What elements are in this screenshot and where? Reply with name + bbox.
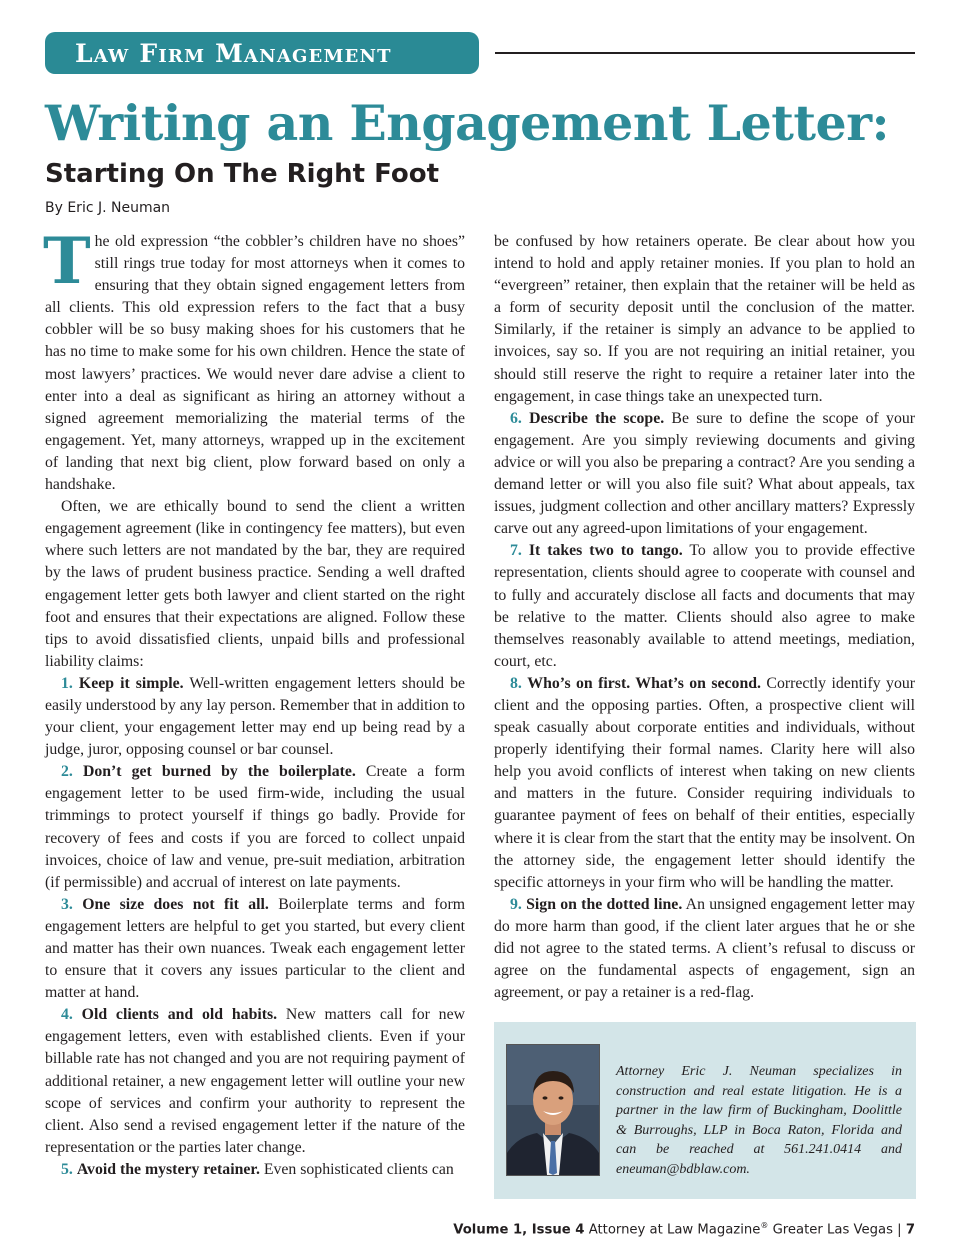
tip-text: To allow you to provide effective representation, clients should agree to cooperate with counsel and to fully and accurately disclose all facts and documents that may be relative to the matter. Clients should also agree to make themselves reasonably available to attend meetings, mediation, court, etc. [494, 542, 916, 670]
tip-number: 5. [61, 1160, 73, 1178]
tip-heading: It takes two to tango. [528, 542, 683, 560]
tip-heading: Keep it simple. [78, 674, 184, 692]
tip-2 [45, 761, 465, 894]
tip-heading: One size does not fit all. [82, 895, 269, 913]
page-footer [453, 1221, 915, 1237]
tip-number: 7. [510, 542, 522, 560]
tip-heading: Describe the scope. [529, 409, 665, 427]
tip-heading: Avoid the mystery retainer. [76, 1160, 260, 1178]
tip-number: 6. [510, 409, 522, 427]
intro-paragraph [43, 224, 465, 496]
tip-heading: Who’s on first. What’s on second. [527, 674, 761, 692]
tip-8 [494, 673, 915, 894]
article-subtitle: Starting On The Right Foot [45, 159, 440, 189]
tip-text: Correctly identify your client and the opposing parties. Often, a prospective client will speak casually about corporate entities and individuals, without properly identifying their formal names. Clarity here will also help you avoid conflicts of interest when taking on new clients and matters in the future. Consider requiring individuals to guarantee payment of fees on behalf of their entities, especially where it is clear from the start that the entity may be insolvent. On the attorney side, the engagement letter should identify the specific attorneys in your firm who will be handling the matter. [494, 674, 915, 891]
tip-number: 3. [61, 895, 73, 913]
edition-name: Greater Las Vegas [772, 1222, 893, 1238]
page-number: 7 [905, 1222, 915, 1238]
tip-text: Even sophisticated clients can [263, 1160, 454, 1178]
author-portrait-icon [507, 1045, 599, 1175]
tip-number: 8. [510, 674, 522, 692]
header-rule [495, 52, 915, 54]
drop-cap: T [43, 224, 91, 299]
tip-text: An unsigned engagement letter may do more harm than good, if the client later argues that he or she did not agree to the stated terms. A client’s refusal to discuss or agree on the fundamental aspects of engagement, sign an agreement, or pay a retainer is a red-flag. [494, 895, 916, 1002]
tip-9 [494, 894, 915, 1004]
tip-text: New matters call for new engagement letters, even with established clients. Even if your billable rate has not changed and you are not requiring payment of additional retainer, a new engagement letter will outline your new scope of services and confirm your authority to represent the client. Also send a revised engagement letter if the nature of the representation or the parties later change. [45, 1006, 465, 1156]
intro-text: he old expression “the cobbler’s children have no shoes” still rings true today for most attorneys when it comes to ensuring that they obtain signed engagement letters from all clients. This old expression refers to the fact that a busy cobbler will be so busy making shoes for his customers that he has no time to make some for his own children. Hence the state of most lawyers’ practices. We would never dare advise a client to enter into a deal as significant as hiring an attorney without a signed agreement memorializing the material terms of the engagement. Yet, many attorneys, wrapped up in the excitement of landing that next big client, plow forward based on only a handshake. [45, 233, 465, 494]
footer-separator: | [897, 1222, 902, 1238]
author-bio-box [494, 1022, 916, 1199]
registered-mark: ® [760, 1221, 769, 1230]
tip-number: 2. [61, 763, 73, 781]
tip-number: 4. [61, 1006, 73, 1024]
tip-heading: Old clients and old habits. [81, 1006, 278, 1024]
tip-number: 9. [510, 895, 522, 913]
tip-number: 1. [61, 674, 73, 692]
tip-7 [494, 540, 915, 673]
tip-1 [45, 673, 465, 761]
tip-4 [45, 1004, 465, 1159]
article-title: Writing an Engagement Letter: [45, 94, 890, 152]
section-tab [45, 32, 479, 74]
author-photo [506, 1044, 600, 1176]
tip-3 [45, 894, 465, 1004]
tip-5 [45, 1159, 465, 1181]
tip-6 [494, 408, 915, 541]
byline: By Eric J. Neuman [45, 200, 171, 216]
section-label: Law Firm Management [75, 39, 392, 68]
tip-text: Boilerplate terms and form engagement letters are helpful to get you started, but every client and matter has their own nuances. Tweak each engagement letter to ensure that it covers any issues particular to the client and matter at hand. [45, 895, 466, 1002]
issue-label: Volume 1, Issue 4 [453, 1222, 585, 1238]
author-bio-text: Attorney Eric J. Neuman specializes in construction and real estate litigation. He is a partner in the law firm of Buckingham, Doolittle & Burroughs, LLP in Boca Raton, Florida and can be reached at 561.241.0414 and eneuman@bdblaw.com. [616, 1064, 902, 1177]
tip-text: Create a form engagement letter to be used firm-wide, including the usual trimmings to protect yourself if things go badly. Provide for recovery of fees and costs if you are forced to collect unpaid invoices, choice of law and venue, pre-suit mediation, arbitration (if permissible) and accrual of interest on late payments. [45, 763, 466, 891]
right-column [494, 231, 915, 1004]
tip-5-continued: be confused by how retainers operate. Be clear about how you intend to hold and apply retainer monies. If you plan to hold an “evergreen” retainer, then explain that the retainer will be held as a form of security deposit until the conclusion of the matter. Similarly, if the retainer is simply an advance to be applied to invoices, say so. If you are not requiring an initial retainer, you should still reserve the right to require a retainer later into the engagement, in case things take an unexpected turn. [494, 233, 915, 405]
tip-text: Well-written engagement letters should be easily understood by any lay person. Remember that in addition to your client, your engagement letter may end up being read by a judge, juror, opposing counsel or bar counsel. [45, 674, 465, 759]
tip-text: Be sure to define the scope of your engagement. Are you simply reviewing documents and giving advice or will you also be preparing a contract? Are you sending a demand letter or will you also file suit? What about appeals, tax issues, judgment collection and other ancillary matters? Expressly carve out any agreed-upon limitations of your engagement. [494, 409, 915, 538]
paragraph-2: Often, we are ethically bound to send the client a written engagement agreement (like in contingency fee matters), but even where such letters are not mandated by the bar, they are required by the laws of prudent business practice. Sending a well drafted engagement letter gets both lawyer and client started on the right foot and ensures that their expectations are aligned. Follow these tips to avoid dissatisfied clients, unpaid bills and professional liability claims: [45, 498, 465, 670]
tip-heading: Don’t get burned by the boilerplate. [82, 763, 356, 781]
magazine-name: Attorney at Law Magazine [588, 1222, 761, 1238]
tip-heading: Sign on the dotted line. [526, 895, 683, 913]
left-column [43, 224, 466, 1181]
